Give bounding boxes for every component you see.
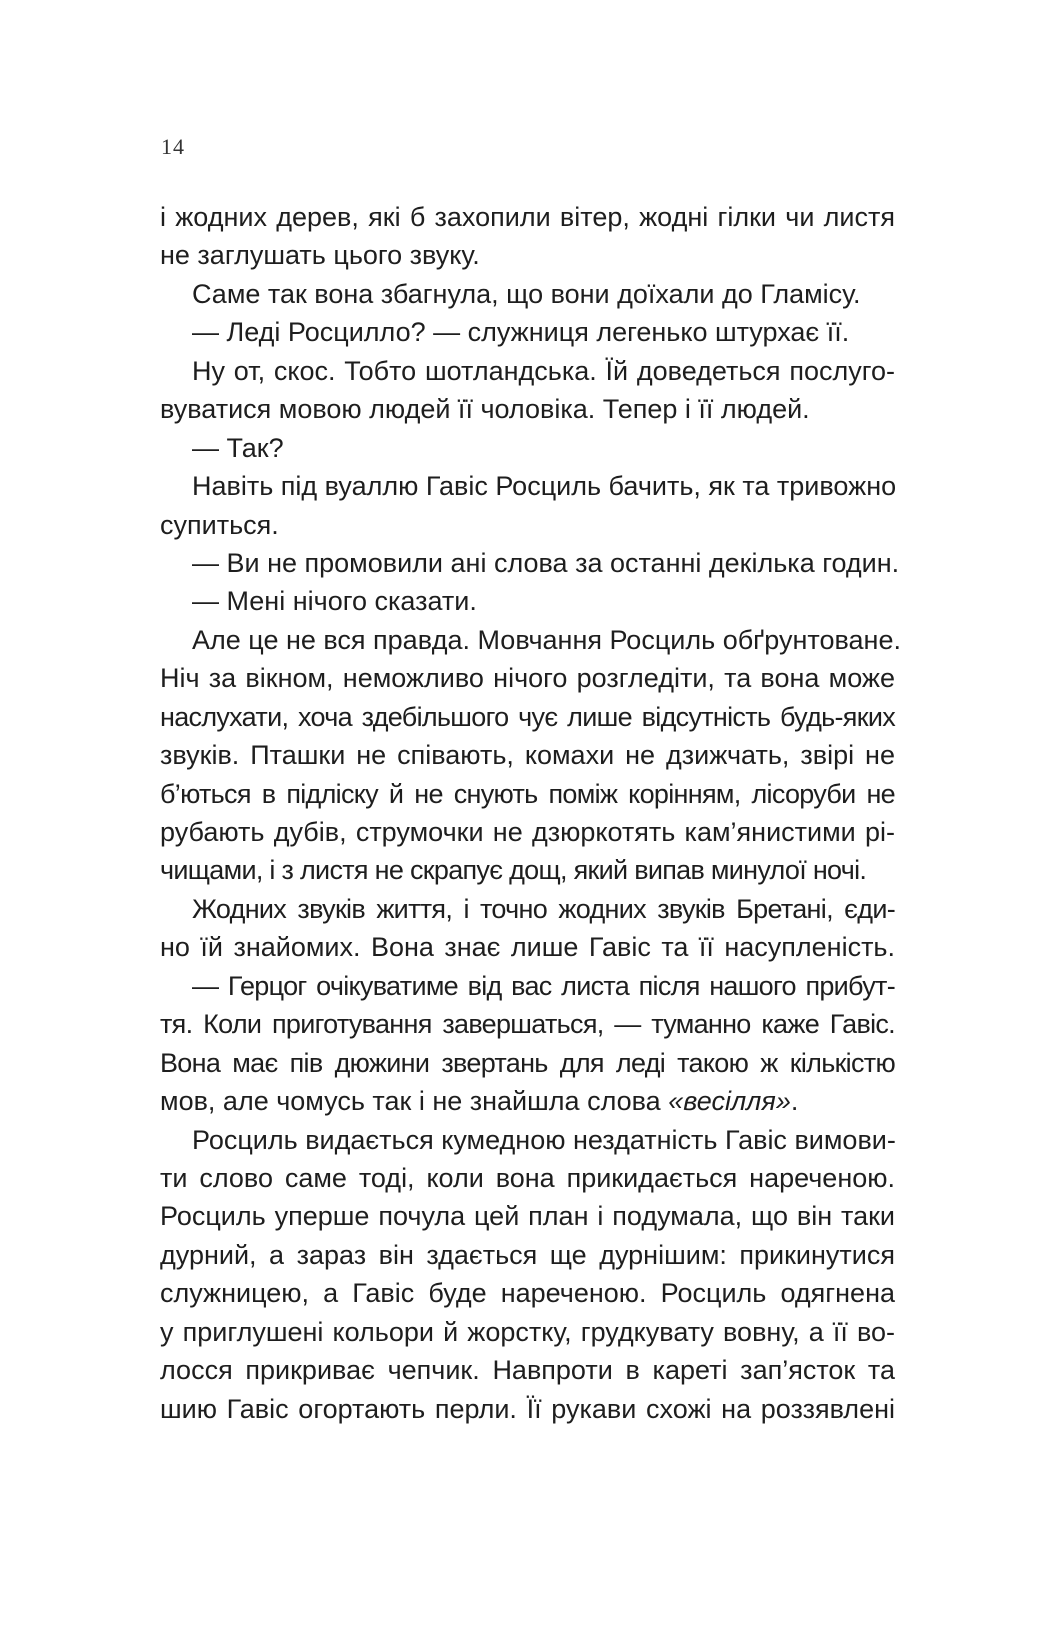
text-line: і жодних дерев, які б захопили вітер, жодні гілки чи листя bbox=[160, 202, 895, 232]
text-line: но їй знайомих. Вона знає лише Гавіс та її насупленість. bbox=[160, 932, 895, 963]
text-line: б’ються в підліску й не снують поміж корінням, лісоруби не bbox=[160, 778, 895, 809]
text-line: Саме так вона збагнула, що вони доїхали до Гламісу. bbox=[192, 278, 861, 309]
page-number: 14 bbox=[161, 134, 185, 159]
text-line: супиться. bbox=[160, 509, 279, 540]
text-line: вуватися мовою людей її чоловіка. Тепер і її людей. bbox=[160, 394, 810, 425]
text-line: Але це не вся правда. Мовчання Росциль обґрунтоване. bbox=[192, 624, 901, 655]
text-line: — Мені нічого сказати. bbox=[192, 586, 477, 617]
text-line: ти слово саме тоді, коли вона прикидається нареченою. bbox=[160, 1162, 895, 1193]
text-line: Ніч за вікном, неможливо нічого розгледіти, та вона може bbox=[160, 663, 895, 694]
text-line: — Так? bbox=[192, 432, 284, 463]
text-line: чищами, і з листя не скрапує дощ, який випав минулої ночі. bbox=[160, 855, 867, 886]
text-line: — Леді Росцилло? — служниця легенько штурхає її. bbox=[192, 317, 850, 348]
text-line: наслухати, хоча здебільшого чує лише відсутність будь-яких bbox=[160, 701, 895, 732]
text-line: лосся прикриває чепчик. Навпроти в кареті зап’ясток та bbox=[160, 1355, 895, 1386]
text-line: шию Гавіс огортають перли. Її рукави схожі на роззявлені bbox=[160, 1393, 895, 1424]
text-line: — Герцог очікуватиме від вас листа після нашого прибут- bbox=[192, 970, 895, 1001]
text-line: Вона має пів дюжини звертань для леді такою ж кількістю bbox=[160, 1047, 895, 1078]
text-line: тя. Коли приготування завершаться, — туманно каже Гавіс. bbox=[160, 1009, 895, 1040]
text-segment: мов, але чомусь так і не знайшла слова bbox=[160, 1086, 661, 1117]
text-line: Ну от, скос. Тобто шотландська. Їй доведеться послуго- bbox=[192, 355, 895, 386]
text-segment: . bbox=[790, 1086, 799, 1117]
text-line: Росциль видається кумедною нездатність Гавіс вимови- bbox=[192, 1124, 896, 1155]
text-line: у приглушені кольори й жорстку, грудкувату вовну, а її во- bbox=[160, 1316, 895, 1347]
text-line: — Ви не промовили ані слова за останні декілька годин. bbox=[192, 547, 900, 578]
text-line: Жодних звуків життя, і точно жодних звуків Бретані, єди- bbox=[192, 893, 895, 924]
text-line: дурний, а зараз він здається ще дурнішим: прикинутися bbox=[160, 1239, 895, 1270]
text-line: звуків. Пташки не співають, комахи не дзижчать, звірі не bbox=[160, 740, 895, 771]
text-line: Росциль уперше почула цей план і подумала, що він таки bbox=[160, 1201, 895, 1232]
body-text bbox=[160, 198, 901, 1428]
text-line: Навіть під вуаллю Гавіс Росциль бачить, як та тривожно bbox=[192, 471, 897, 502]
text-line: служницею, а Гавіс буде нареченою. Росциль одягнена bbox=[160, 1278, 895, 1309]
text-line: рубають дубів, струмочки не дзюркотять кам’янистими рі- bbox=[160, 817, 895, 847]
text-line: не заглушать цього звуку. bbox=[160, 240, 480, 271]
text-line bbox=[160, 1082, 895, 1120]
emphasis-word: «весілля» bbox=[668, 1086, 791, 1117]
